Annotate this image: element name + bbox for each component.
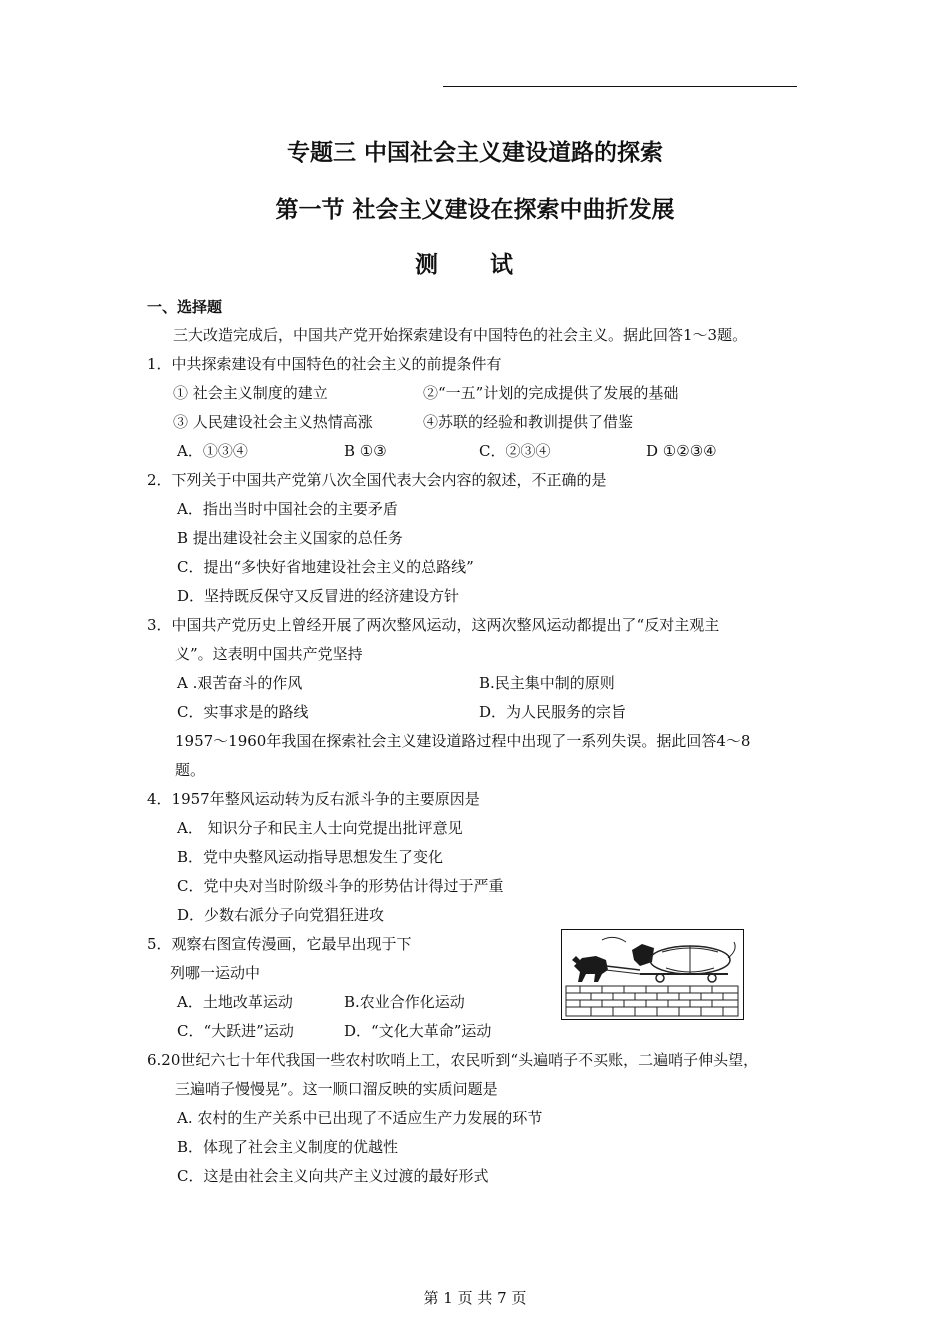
test-title: 测 试 [414, 252, 535, 278]
question-stem: 4．1957年整风运动转为反右派斗争的主要原因是 [147, 790, 480, 808]
answer-option: D．少数右派分子向党猖狂进攻 [177, 906, 385, 924]
section-title: 第一节 社会主义建设在探索中曲折发展 [275, 197, 675, 223]
answer-option: A．土地改革运动 [177, 993, 293, 1011]
answer-option: A. 农村的生产关系中已出现了不适应生产力发展的环节 [177, 1109, 543, 1127]
answer-option: B.农业合作化运动 [344, 993, 465, 1011]
question-stem-cont: 三遍哨子慢慢晃”。这一顺口溜反映的实质问题是 [175, 1080, 498, 1098]
answer-option: C．“大跃进”运动 [177, 1022, 294, 1040]
statement-item: ① 社会主义制度的建立 [173, 384, 328, 402]
question-stem: 6.20世纪六七十年代我国一些农村吹哨上工，农民听到“头遍哨子不买账，二遍哨子伸头望， [147, 1051, 759, 1069]
answer-option: C．②③④ [479, 442, 551, 460]
question-stem: 3．中国共产党历史上曾经开展了两次整风运动，这两次整风运动都提出了“反对主观主 [147, 616, 720, 634]
answer-option: C．实事求是的路线 [177, 703, 309, 721]
answer-option: B 提出建设社会主义国家的总任务 [177, 529, 403, 547]
header-rule [443, 86, 797, 87]
question-stem-cont: 义”。这表明中国共产党坚持 [175, 645, 363, 663]
answer-option: B.民主集中制的原则 [479, 674, 615, 692]
answer-option: B．党中央整风运动指导思想发生了变化 [177, 848, 444, 866]
answer-option: D．为人民服务的宗旨 [479, 703, 627, 721]
page-footer: 第 1 页 共 7 页 [423, 1289, 527, 1307]
statement-item: ②“一五”计划的完成提供了发展的基础 [423, 384, 679, 402]
answer-option: A． 知识分子和民主人士向党提出批评意见 [177, 819, 463, 837]
cartoon-drawing [562, 930, 742, 1018]
propaganda-cartoon-image [561, 929, 744, 1020]
section-label: 一、选择题 [147, 298, 223, 316]
question-stem: 5．观察右图宣传漫画，它最早出现于下 [147, 935, 412, 953]
group-intro: 三大改造完成后，中国共产党开始探索建设有中国特色的社会主义。据此回答1～3题。 [173, 326, 748, 344]
answer-option: A .艰苦奋斗的作风 [177, 674, 303, 692]
group-intro: 1957～1960年我国在探索社会主义建设道路过程中出现了一系列失误。据此回答4～8 [175, 732, 751, 750]
question-stem: 1．中共探索建设有中国特色的社会主义的前提条件有 [147, 355, 502, 373]
question-stem-cont: 列哪一运动中 [170, 964, 261, 982]
question-stem: 2．下列关于中国共产党第八次全国代表大会内容的叙述，不正确的是 [147, 471, 607, 489]
answer-option: B．体现了社会主义制度的优越性 [177, 1138, 399, 1156]
answer-option: B ①③ [344, 442, 387, 460]
answer-option: A．①③④ [177, 442, 248, 460]
statement-item: ③ 人民建设社会主义热情高涨 [173, 413, 373, 431]
group-intro-cont: 题。 [175, 761, 206, 779]
answer-option: C．这是由社会主义向共产主义过渡的最好形式 [177, 1167, 489, 1185]
statement-item: ④苏联的经验和教训提供了借鉴 [423, 413, 634, 431]
answer-option: D．“文化大革命”运动 [344, 1022, 492, 1040]
answer-option: A．指出当时中国社会的主要矛盾 [177, 500, 398, 518]
page-title: 专题三 中国社会主义建设道路的探索 [286, 140, 663, 166]
answer-option: D ①②③④ [646, 442, 717, 460]
answer-option: C．提出“多快好省地建设社会主义的总路线” [177, 558, 474, 576]
answer-option: D．坚持既反保守又反冒进的经济建设方针 [177, 587, 460, 605]
answer-option: C．党中央对当时阶级斗争的形势估计得过于严重 [177, 877, 504, 895]
